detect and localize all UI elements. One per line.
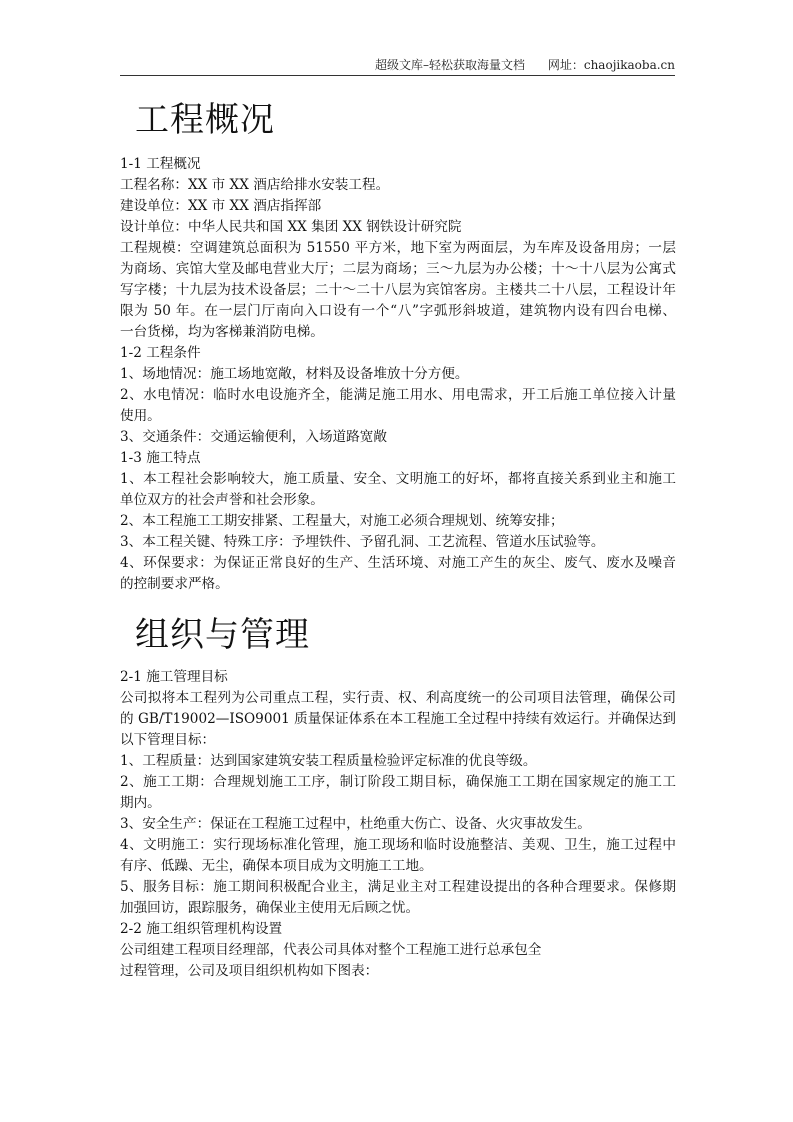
text-line: 单位双方的社会声誉和社会形象。 — [120, 492, 324, 508]
text-line: 4、文明施工：实行现场标准化管理，施工现场和临时设施整洁、美观、卫生，施工过程中 — [120, 837, 676, 853]
section-heading: 组织与管理 — [135, 615, 310, 655]
text-line: 以下管理目标： — [120, 732, 216, 748]
text-line: 限为 50 年。在一层门厅南向入口设有一个“八”字弧形斜坡道，建筑物内设有四台电梯、 — [120, 303, 676, 319]
page-header — [375, 56, 675, 73]
header-site-name: 超级文库–轻松获取海量文档 — [374, 58, 525, 72]
text-line: 的控制要求严格。 — [120, 576, 229, 592]
text-line: 一台货梯，均为客梯兼消防电梯。 — [120, 324, 324, 340]
text-line: 工程名称：XX 市 XX 酒店给排水安装工程。 — [120, 177, 390, 193]
text-line: 工程规模：空调建筑总面积为 51550 平方米，地下室为两面层，为车库及设备用房；一层 — [120, 240, 676, 256]
text-line: 4、环保要求：为保证正常良好的生产、生活环境、对施工产生的灰尘、废气、废水及噪音 — [120, 555, 676, 571]
text-line: 2-1 施工管理目标 — [120, 669, 228, 685]
text-line: 过程管理，公司及项目组织机构如下图表： — [120, 963, 379, 979]
text-line: 为商场、宾馆大堂及邮电营业大厅；二层为商场；三～九层为办公楼；十～十八层为公寓式 — [120, 261, 676, 277]
text-line: 1、本工程社会影响较大，施工质量、安全、文明施工的好坏，都将直接关系到业主和施工 — [120, 471, 676, 487]
text-line: 3、交通条件：交通运输便利，入场道路宽敞 — [120, 429, 387, 445]
section-body-1 — [120, 154, 676, 595]
text-line: 2、水电情况：临时水电设施齐全，能满足施工用水、用电需求，开工后施工单位接入计量 — [120, 387, 676, 403]
text-line: 加强回访，跟踪服务，确保业主使用无后顾之忧。 — [120, 900, 420, 916]
text-line: 使用。 — [120, 408, 161, 424]
text-line: 1-3 施工特点 — [120, 450, 201, 466]
header-divider — [120, 75, 675, 76]
header-url: 网址：chaojikaoba.cn — [547, 58, 675, 72]
text-line: 的 GB/T19002—ISO9001 质量保证体系在本工程施工全过程中持续有效运行。并确保达到 — [120, 711, 676, 727]
text-line: 期内。 — [120, 795, 161, 811]
text-line: 2、施工工期：合理规划施工工序，制订阶段工期目标，确保施工工期在国家规定的施工工 — [120, 774, 676, 790]
text-line: 1-2 工程条件 — [120, 345, 201, 361]
text-line: 建设单位：XX 市 XX 酒店指挥部 — [120, 198, 322, 214]
text-line: 设计单位：中华人民共和国 XX 集团 XX 钢铁设计研究院 — [120, 219, 462, 235]
text-line: 5、服务目标：施工期间积极配合业主，满足业主对工程建设提出的各种合理要求。保修期 — [120, 879, 676, 895]
text-line: 公司组建工程项目经理部，代表公司具体对整个工程施工进行总承包全 — [120, 942, 542, 958]
section-body-2 — [120, 667, 676, 982]
text-line: 有序、低躁、无尘，确保本项目成为文明施工工地。 — [120, 858, 433, 874]
text-line: 1-1 工程概况 — [120, 156, 201, 172]
text-line: 1、工程质量：达到国家建筑安装工程质量检验评定标准的优良等级。 — [120, 753, 537, 769]
section-heading: 工程概况 — [135, 100, 275, 140]
text-line: 3、本工程关键、特殊工序：予埋铁件、予留孔洞、工艺流程、管道水压试验等。 — [120, 534, 605, 550]
text-line: 公司拟将本工程列为公司重点工程，实行责、权、利高度统一的公司项目法管理，确保公司 — [120, 690, 676, 706]
text-line: 写字楼；十九层为技术设备层；二十～二十八层为宾馆客房。主楼共二十八层，工程设计年 — [120, 282, 676, 298]
text-line: 1、场地情况：施工场地宽敞，材料及设备堆放十分方便。 — [120, 366, 469, 382]
text-line: 2、本工程施工工期安排紧、工程量大，对施工必须合理规划、统筹安排； — [120, 513, 564, 529]
text-line: 3、安全生产：保证在工程施工过程中，杜绝重大伤亡、设备、火灾事故发生。 — [120, 816, 591, 832]
text-line: 2-2 施工组织管理机构设置 — [120, 921, 283, 937]
